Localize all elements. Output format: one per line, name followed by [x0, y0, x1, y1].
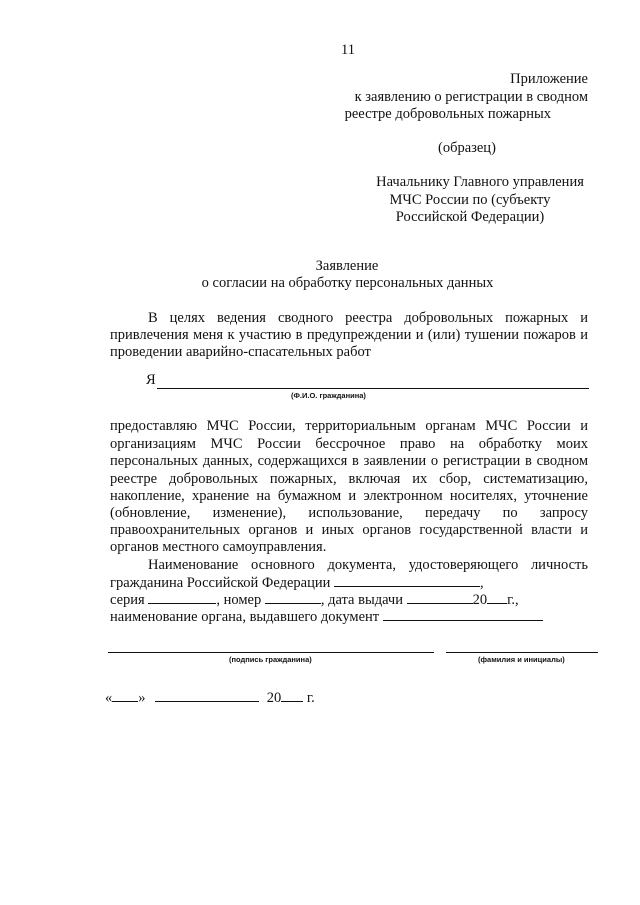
date-year-prefix: 20	[266, 690, 282, 706]
addressee-line-3: Российской Федерации)	[395, 209, 545, 225]
series-label: серия	[110, 592, 145, 608]
appendix-line-2: к заявлению о регистрации в сводном	[354, 89, 588, 105]
name-caption: (фамилия и инициалы)	[478, 655, 565, 664]
consent-line-5: накопление, хранение на бумажном и электронном носителях, уточнение	[110, 488, 588, 504]
appendix-line-3: реестре добровольных пожарных	[344, 106, 551, 122]
document-line-4	[110, 608, 543, 626]
date-year-field[interactable]	[281, 689, 303, 702]
consent-line-7: правоохранительных органов и иных органов государственной власти и	[110, 522, 588, 538]
citizen-label: гражданина Российской Федерации	[110, 575, 331, 591]
sample-label: (образец)	[438, 140, 496, 156]
signature-line[interactable]	[108, 652, 434, 653]
page-number: 11	[341, 42, 355, 58]
month-field[interactable]	[155, 689, 259, 702]
fio-caption: (Ф.И.О. гражданина)	[291, 391, 366, 400]
issue-date-field[interactable]	[407, 591, 473, 604]
issue-year-field[interactable]	[487, 591, 507, 604]
consent-line-8: органов местного самоуправления.	[110, 539, 327, 555]
name-line[interactable]	[446, 652, 598, 653]
issue-year-prefix: 20	[472, 592, 488, 608]
consent-line-6: (обновление, изменение), использование, передачу по запросу	[110, 505, 588, 521]
issuer-field[interactable]	[383, 608, 543, 621]
consent-line-3: персональных данных, содержащихся в заявлении о регистрации в сводном	[110, 453, 588, 469]
title-line-2: о согласии на обработку персональных данных	[201, 275, 494, 291]
title-line-1: Заявление	[315, 258, 379, 274]
i-label: Я	[146, 372, 156, 388]
intro-line-3: проведении аварийно-спасательных работ	[110, 344, 371, 360]
appendix-line-1: Приложение	[510, 71, 588, 87]
consent-line-4: реестре добровольных пожарных, включая их сбор, систематизацию,	[110, 471, 588, 487]
fio-line[interactable]	[157, 388, 589, 389]
document-line-1: Наименование основного документа, удостоверяющего личность	[148, 557, 588, 573]
date-close-quote: »	[138, 690, 146, 706]
signature-caption: (подпись гражданина)	[229, 655, 312, 664]
series-field[interactable]	[148, 591, 216, 604]
document-name-field[interactable]	[334, 574, 480, 587]
number-label: , номер	[216, 592, 262, 608]
intro-line-2: привлечения меня к участию в предупреждении и (или) тушении пожаров и	[110, 327, 588, 343]
day-field[interactable]	[112, 689, 138, 702]
date-year-suffix: г.	[306, 690, 315, 706]
date-line	[105, 689, 315, 707]
document-line-2	[110, 574, 484, 592]
addressee-line-2: МЧС России по (субъекту	[389, 192, 551, 208]
issuer-label: наименование органа, выдавшего документ	[110, 609, 380, 625]
intro-line-1: В целях ведения сводного реестра добровольных пожарных и	[148, 310, 588, 326]
addressee-line-1: Начальнику Главного управления	[376, 174, 584, 190]
consent-line-2: организациям МЧС России бессрочное право на обработку моих	[110, 436, 588, 452]
date-open-quote: «	[105, 690, 113, 706]
document-line-3	[110, 591, 519, 609]
issue-date-label: , дата выдачи	[320, 592, 403, 608]
number-field[interactable]	[265, 591, 321, 604]
document-name-comma: ,	[480, 575, 484, 591]
issue-year-suffix: г.,	[507, 592, 519, 608]
consent-line-1: предоставляю МЧС России, территориальным органам МЧС России и	[110, 418, 588, 434]
